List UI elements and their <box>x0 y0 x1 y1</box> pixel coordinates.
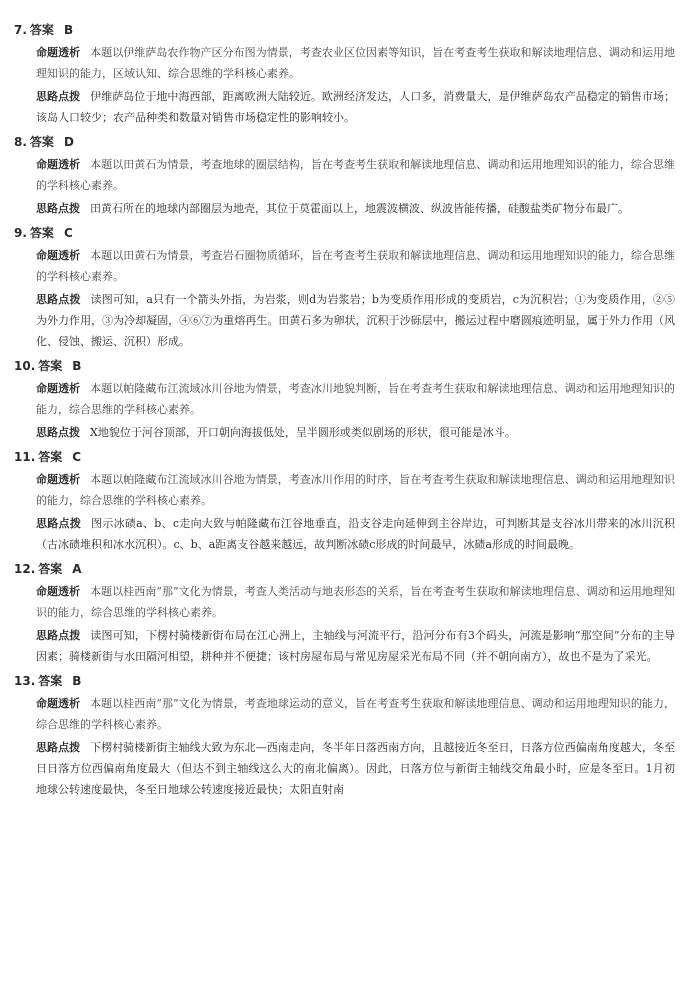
answer-label: 答案 <box>38 674 63 688</box>
question-number: 13. <box>14 674 36 688</box>
section-label: 命题透析 <box>36 473 81 486</box>
section-text: 本题以帕隆藏布江流域冰川谷地为情景，考查冰川作用的时序，旨在考查考生获取和解读地理信息、调动和运用地理知识的能力，综合思维的学科核心素养。 <box>36 473 676 507</box>
question-header <box>14 18 675 42</box>
section-text: 下楞村骑楼新街主轴线大致为东北—西南走向，冬半年日落西南方向，且越接近冬至日，日落方位西偏南角度越大，冬至日日落方位西偏南角度最大（但达不到主轴线这么大的南北偏离）。因此，日落方位与新街主轴线交角最小时，应是冬至日。1月初地球公转速度最快，冬至日地球公转速度接近最快；太阳直射南 <box>36 741 676 796</box>
section-label: 思路点拨 <box>36 741 81 754</box>
question-header <box>14 669 675 693</box>
section-label: 思路点拨 <box>36 90 81 103</box>
answer-letter: B <box>63 23 74 37</box>
analysis-paragraph <box>36 693 675 735</box>
section-label: 命题透析 <box>36 46 81 59</box>
answer-letter: B <box>72 674 82 688</box>
answer-letter: D <box>63 135 74 149</box>
hint-paragraph <box>36 513 675 555</box>
analysis-paragraph <box>36 469 675 511</box>
answer-label: 答案 <box>38 450 63 464</box>
question-13 <box>14 669 675 800</box>
analysis-paragraph <box>36 245 675 287</box>
section-text: 图示冰碛a、b、c走向大致与帕隆藏布江谷地垂直，沿支谷走向延伸到主谷岸边，可判断其是支谷冰川带来的冰川沉积（古冰碛堆积和冰水沉积）。c、b、a距离支谷越来越远，故判断冰碛c形成的时间最早，冰碛a形成的时间最晚。 <box>36 517 675 551</box>
hint-paragraph <box>36 289 675 352</box>
question-header <box>14 557 675 581</box>
section-text: 读图可知，下楞村骑楼新街布局在江心洲上，主轴线与河流平行，沿河分布有3个码头，河流是影响“那空间”分布的主导因素；骑楼新街与水田隔河相望，耕种并不便捷；该村房屋布局与常见房屋采光布局不同（并不朝向南方），故也不是为了采光。 <box>36 629 675 663</box>
question-header <box>14 445 675 469</box>
section-label: 命题透析 <box>36 249 81 262</box>
section-text: 读图可知，a只有一个箭头外指，为岩浆，则d为岩浆岩；b为变质作用形成的变质岩，c为沉积岩；①为变质作用，②⑤为外力作用，③为冷却凝固，④⑥⑦为重熔再生。田黄石多为卵状，沉积于沙砾层中，搬运过程中磨圆痕迹明显，属于外力作用（风化、侵蚀、搬运、沉积）形成。 <box>36 293 675 348</box>
question-number: 11. <box>14 450 36 464</box>
section-label: 命题透析 <box>36 158 81 171</box>
hint-paragraph <box>36 198 675 219</box>
answer-label: 答案 <box>38 359 63 373</box>
analysis-paragraph <box>36 581 675 623</box>
answer-letter: B <box>72 359 82 373</box>
section-text: 本题以帕隆藏布江流域冰川谷地为情景，考查冰川地貌判断，旨在考查考生获取和解读地理信息、调动和运用地理知识的能力，综合思维的学科核心素养。 <box>36 382 676 416</box>
question-11 <box>14 445 675 555</box>
section-label: 思路点拨 <box>36 293 81 306</box>
answer-label: 答案 <box>38 562 63 576</box>
section-text: 本题以伊维萨岛农作物产区分布图为情景，考查农业区位因素等知识，旨在考查考生获取和解读地理信息、调动和运用地理知识的能力，区域认知、综合思维的学科核心素养。 <box>36 46 676 80</box>
hint-paragraph <box>36 86 675 128</box>
section-text: X地貌位于河谷顶部，开口朝向海拔低处，呈半圆形或类似剧场的形状，很可能是冰斗。 <box>90 426 516 439</box>
hint-paragraph <box>36 625 675 667</box>
answer-letter: C <box>72 450 82 464</box>
section-label: 命题透析 <box>36 697 81 710</box>
question-number: 7. <box>14 23 27 37</box>
question-8 <box>14 130 675 219</box>
question-header <box>14 130 675 154</box>
answer-label: 答案 <box>29 135 54 149</box>
answer-label: 答案 <box>29 226 54 240</box>
answer-letter: A <box>72 562 82 576</box>
section-label: 思路点拨 <box>36 426 80 439</box>
analysis-paragraph <box>36 378 675 420</box>
question-9 <box>14 221 675 352</box>
question-10 <box>14 354 675 443</box>
section-text: 本题以田黄石为情景，考查地球的圈层结构，旨在考查考生获取和解读地理信息、调动和运用地理知识的能力，综合思维的学科核心素养。 <box>36 158 676 192</box>
analysis-paragraph <box>36 42 675 84</box>
section-label: 思路点拨 <box>36 202 80 215</box>
question-header <box>14 354 675 378</box>
question-header <box>14 221 675 245</box>
analysis-paragraph <box>36 154 675 196</box>
section-text: 田黄石所在的地球内部圈层为地壳，其位于莫霍面以上，地震波横波、纵波皆能传播，硅酸盐类矿物分布最广。 <box>90 202 629 215</box>
question-number: 8. <box>14 135 27 149</box>
hint-paragraph <box>36 422 675 443</box>
answer-letter: C <box>63 226 73 240</box>
question-7 <box>14 18 675 128</box>
section-label: 思路点拨 <box>36 517 82 530</box>
hint-paragraph <box>36 737 675 800</box>
section-text: 本题以桂西南“那”文化为情景，考查人类活动与地表形态的关系，旨在考查考生获取和解读地理信息、调动和运用地理知识的能力，综合思维的学科核心素养。 <box>36 585 675 619</box>
question-number: 9. <box>14 226 27 240</box>
section-text: 伊维萨岛位于地中海西部，距离欧洲大陆较近。欧洲经济发达，人口多，消费量大，是伊维萨岛农产品稳定的销售市场；该岛人口较少；农产品种类和数量对销售市场稳定性的影响较小。 <box>36 90 676 124</box>
section-label: 命题透析 <box>36 382 81 395</box>
section-label: 思路点拨 <box>36 629 81 642</box>
section-text: 本题以田黄石为情景，考查岩石圈物质循环，旨在考查考生获取和解读地理信息、调动和运用地理知识的能力，综合思维的学科核心素养。 <box>36 249 676 283</box>
question-number: 10. <box>14 359 36 373</box>
section-label: 命题透析 <box>36 585 81 598</box>
question-12 <box>14 557 675 667</box>
section-text: 本题以桂西南“那”文化为情景，考查地球运动的意义，旨在考查考生获取和解读地理信息、调动和运用地理知识的能力，综合思维的学科核心素养。 <box>36 697 675 731</box>
answer-label: 答案 <box>29 23 54 37</box>
question-number: 12. <box>14 562 36 576</box>
